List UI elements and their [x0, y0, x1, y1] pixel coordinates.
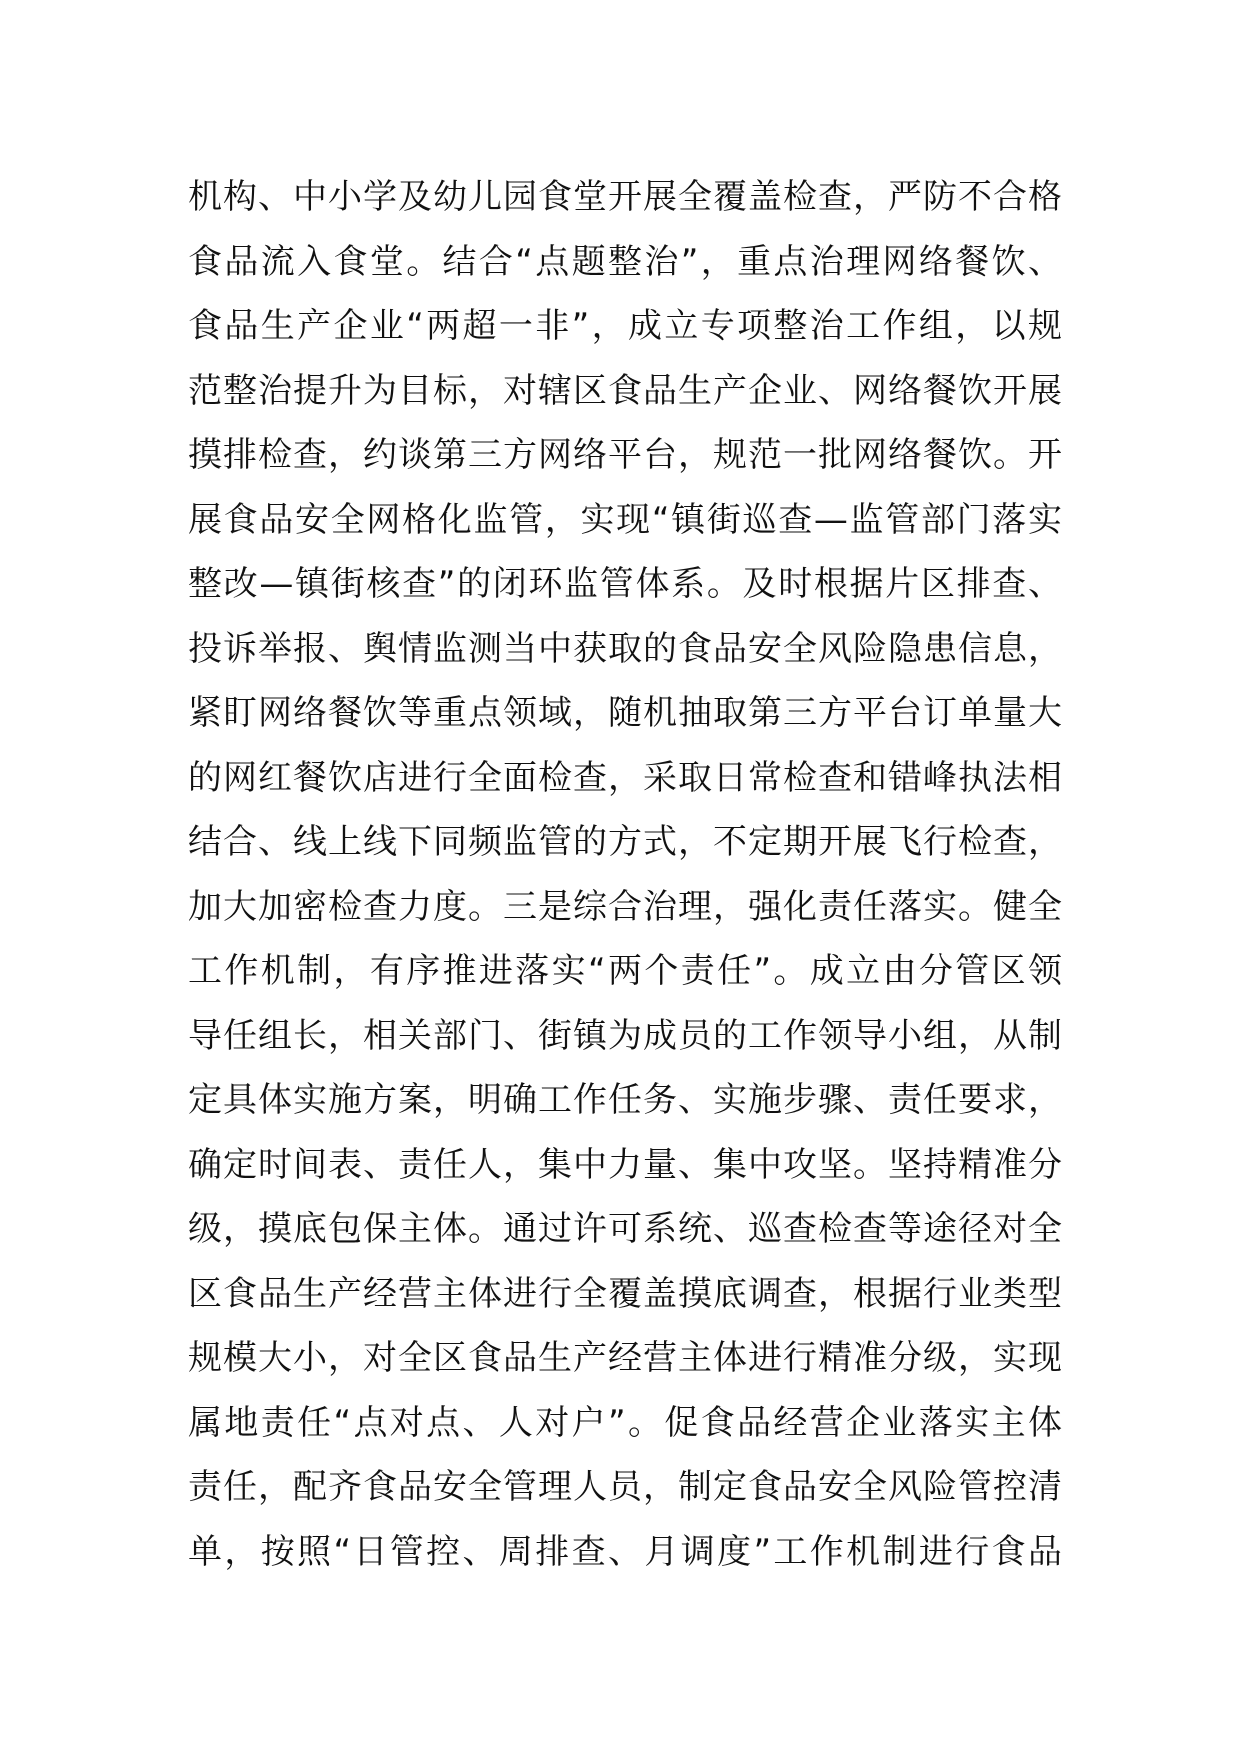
text-line: 的网红餐饮店进行全面检查，采取日常检查和错峰执法相 — [188, 757, 1063, 798]
text-line: 食品流入食堂。结合“点题整治”，重点治理网络餐饮、 — [188, 241, 1063, 282]
text-line: 摸排检查，约谈第三方网络平台，规范一批网络餐饮。开 — [188, 435, 1063, 475]
text-line: 单，按照“日管控、周排查、月调度”工作机制进行食品 — [188, 1531, 1063, 1572]
text-line: 工作机制，有序推进落实“两个责任”。成立由分管区领 — [188, 951, 1063, 991]
text-line: 确定时间表、责任人，集中力量、集中攻坚。坚持精准分 — [188, 1144, 1063, 1185]
text-line: 整改—镇街核查”的闭环监管体系。及时根据片区排查、 — [188, 564, 1063, 604]
text-line: 定具体实施方案，明确工作任务、实施步骤、责任要求， — [188, 1080, 1063, 1120]
text-line: 加大加密检查力度。三是综合治理，强化责任落实。健全 — [188, 886, 1063, 927]
text-line: 展食品安全网格化监管，实现“镇街巡查—监管部门落实 — [188, 499, 1063, 540]
text-line: 投诉举报、舆情监测当中获取的食品安全风险隐患信息， — [188, 628, 1063, 669]
text-line: 责任，配齐食品安全管理人员，制定食品安全风险管控清 — [188, 1467, 1063, 1507]
text-line: 机构、中小学及幼儿园食堂开展全覆盖检查，严防不合格 — [188, 177, 1063, 217]
text-line: 级，摸底包保主体。通过许可系统、巡查检查等途径对全 — [188, 1209, 1063, 1249]
text-line: 规模大小，对全区食品生产经营主体进行精准分级，实现 — [188, 1338, 1063, 1378]
text-line: 结合、线上线下同频监管的方式，不定期开展飞行检查， — [188, 822, 1063, 862]
text-line: 导任组长，相关部门、街镇为成员的工作领导小组，从制 — [188, 1015, 1063, 1056]
text-line: 区食品生产经营主体进行全覆盖摸底调查，根据行业类型 — [188, 1273, 1063, 1314]
text-line: 范整治提升为目标，对辖区食品生产企业、网络餐饮开展 — [188, 370, 1063, 411]
text-line: 食品生产企业“两超一非”，成立专项整治工作组，以规 — [188, 306, 1063, 346]
text-line: 属地责任“点对点、人对户”。促食品经营企业落实主体 — [188, 1402, 1063, 1443]
body-paragraph — [188, 165, 1063, 1584]
text-line: 紧盯网络餐饮等重点领域，随机抽取第三方平台订单量大 — [188, 693, 1063, 733]
